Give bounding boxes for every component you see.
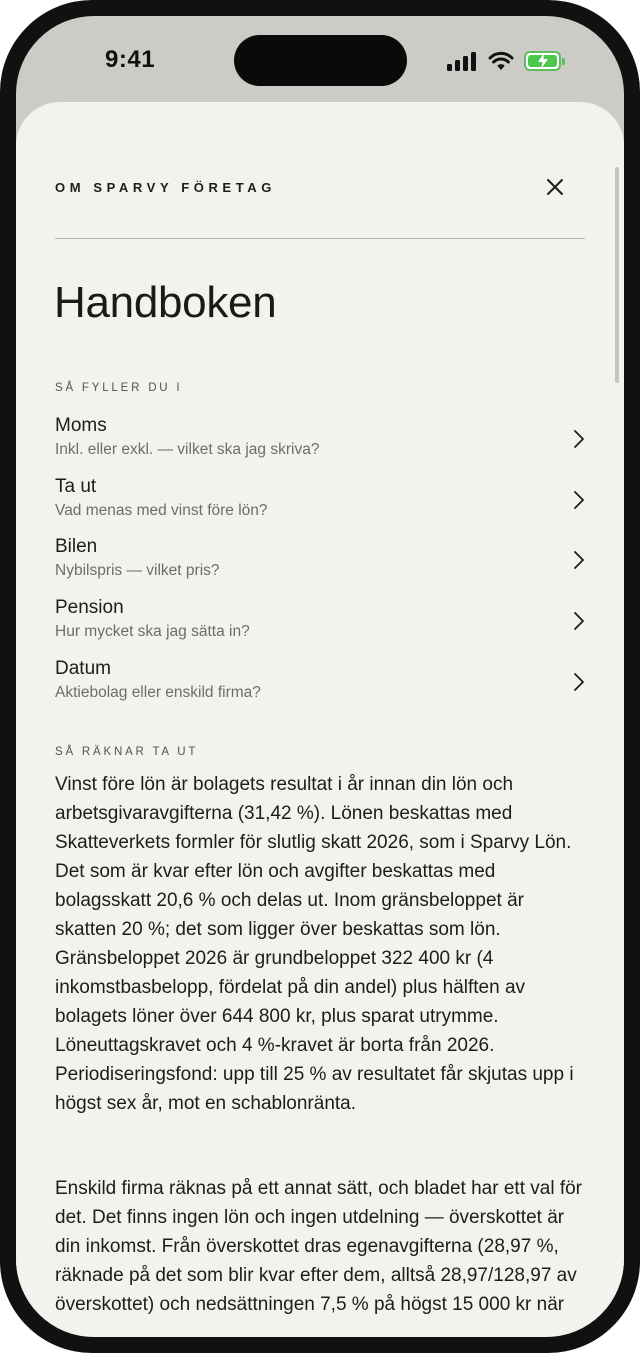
chevron-right-icon — [573, 429, 585, 449]
list-item-title: Datum — [55, 658, 111, 679]
section-label-fill: SÅ FYLLER DU I — [55, 382, 183, 394]
chevron-right-icon — [573, 490, 585, 510]
list-item-subtitle: Inkl. eller exkl. — vilket ska jag skriva? — [55, 441, 320, 458]
wifi-icon — [488, 50, 514, 72]
list-item-title: Bilen — [55, 536, 98, 557]
page-title: Handboken — [54, 278, 277, 327]
chevron-right-icon — [573, 550, 585, 570]
list-item-datum[interactable] — [55, 658, 585, 714]
handbook-sheet — [16, 102, 624, 1337]
list-item-pension[interactable] — [55, 597, 585, 653]
header-divider — [55, 238, 585, 239]
list-item-title: Ta ut — [55, 476, 97, 497]
dynamic-island — [234, 35, 407, 86]
chevron-right-icon — [573, 611, 585, 631]
sheet-header-label: OM SPARVY FÖRETAG — [55, 180, 276, 195]
scroll-indicator[interactable] — [615, 167, 619, 383]
status-time: 9:41 — [105, 46, 156, 73]
chevron-right-icon — [573, 672, 585, 692]
list-item-bilen[interactable] — [55, 536, 585, 592]
list-item-title: Pension — [55, 597, 124, 618]
list-item-subtitle: Vad menas med vinst före lön? — [55, 502, 268, 519]
cellular-signal-icon — [447, 52, 477, 71]
status-bar — [16, 16, 624, 106]
list-item-subtitle: Hur mycket ska jag sätta in? — [55, 623, 250, 640]
list-item-moms[interactable] — [55, 415, 585, 471]
close-icon — [540, 172, 570, 202]
body-paragraph: Vinst före lön är bolagets resultat i år innan din lön och arbetsgivaravgifterna (31,42 %). Lönen beskattas med Skatteverkets formler för slutlig skatt 2026, som i Sparvy Lön. Det som är kvar efter lön och avgifter beskattas med bolagsskatt 20,6 % och delas ut. Inom gränsbeloppet är skatten 20 %; det som ligger över beskattas som lön. Gränsbeloppet 2026 är grundbeloppet 322 400 kr (4 inkomstbasbelopp, fördelat på din andel) plus hälften av bolagets löner över 644 800 kr, plus sparat utrymme. Löneuttagskravet och 4 %-kravet är borta från 2026. Periodiseringsfond: upp till 25 % av resultatet får skjutas upp i högst sex år, mot en schablonränta. — [55, 774, 574, 1114]
list-item-subtitle: Nybilspris — vilket pris? — [55, 562, 220, 579]
screen — [16, 16, 624, 1337]
section-label-calc: SÅ RÄKNAR TA UT — [55, 746, 199, 758]
close-button[interactable] — [540, 172, 570, 202]
body-paragraph: Enskild firma räknas på ett annat sätt, och bladet har ett val för det. Det finns ingen lön och ingen utdelning — överskottet är din inkomst. Från överskottet dras egenavgifterna (28,97 %, räknade på det som blir kvar efter dem, alltså 28,97/128,97 av överskottet) och nedsättningen 7,5 % på högst 15 000 kr när — [55, 1178, 582, 1315]
list-item-subtitle: Aktiebolag eller enskild firma? — [55, 684, 261, 701]
list-item-title: Moms — [55, 415, 107, 436]
battery-charging-icon — [524, 51, 561, 71]
list-item-ta-ut[interactable] — [55, 476, 585, 532]
